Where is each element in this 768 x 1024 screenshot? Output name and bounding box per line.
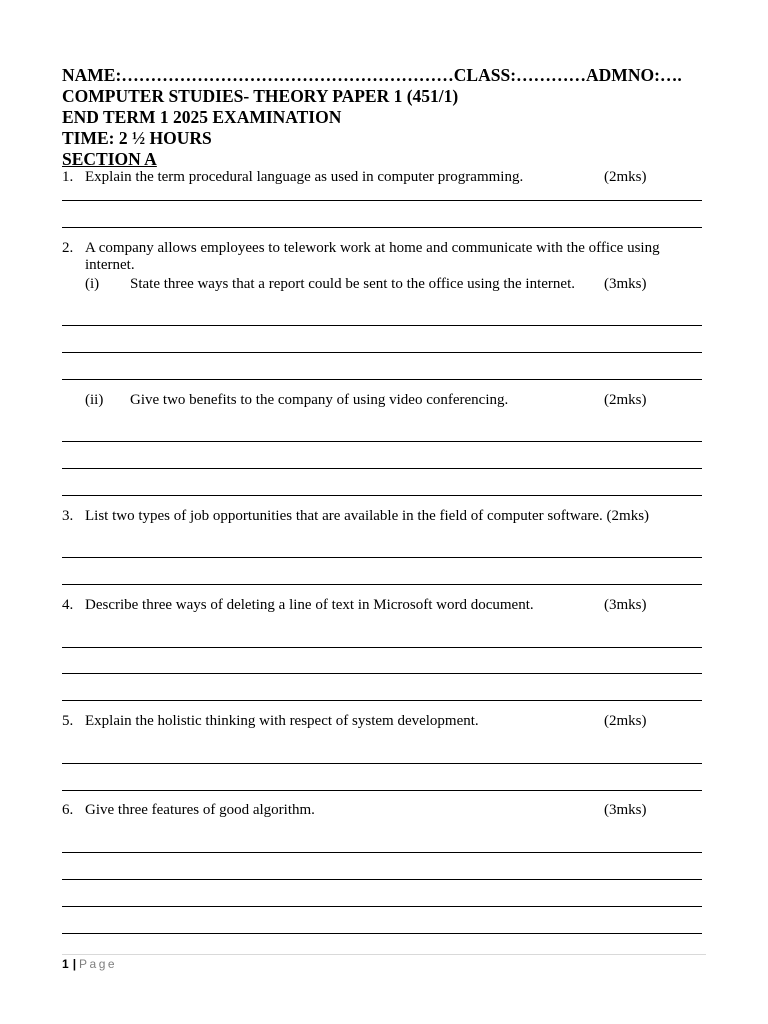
answer-line [62, 700, 702, 701]
answer-line [62, 879, 702, 880]
question-number: 6. [62, 802, 74, 818]
question-marks: (2mks) [606, 508, 650, 524]
question-number: 2. [62, 240, 74, 256]
question-number: 5. [62, 713, 74, 729]
paper-title: COMPUTER STUDIES- THEORY PAPER 1 (451/1) [62, 86, 459, 106]
answer-line [62, 495, 702, 496]
question-text: List two types of job opportunities that are available in the field of computer software. [85, 508, 603, 524]
answer-line [62, 352, 702, 353]
question-number: 1. [62, 169, 74, 185]
section-heading: SECTION A [62, 149, 157, 169]
question-text-wrap [85, 508, 649, 525]
question-marks: (2mks) [604, 713, 647, 729]
sub-question-number: (ii) [85, 392, 104, 408]
sub-question-number: (i) [85, 276, 100, 292]
question-text: Explain the term procedural language as used in computer programming. [85, 169, 524, 185]
answer-line [62, 763, 702, 764]
question-marks: (3mks) [604, 597, 647, 613]
page-separator: | [72, 957, 77, 971]
answer-line [62, 468, 702, 469]
exam-title: END TERM 1 2025 EXAMINATION [62, 107, 342, 127]
answer-line [62, 441, 702, 442]
question-text: Describe three ways of deleting a line of text in Microsoft word document. [85, 597, 534, 613]
name-class-admno-line: NAME:…………………………………………………CLASS:…………ADMNO:…. [62, 65, 682, 85]
answer-line [62, 852, 702, 853]
answer-line [62, 557, 702, 558]
page-number: 1 [62, 957, 69, 971]
answer-line [62, 790, 702, 791]
question-text: Give three features of good algorithm. [85, 802, 315, 818]
question-number: 4. [62, 597, 74, 613]
question-marks: (2mks) [604, 169, 647, 185]
answer-line [62, 200, 702, 201]
answer-line [62, 647, 702, 648]
answer-line [62, 584, 702, 585]
sub-question-text: Give two benefits to the company of using video conferencing. [130, 392, 509, 408]
answer-line [62, 379, 702, 380]
answer-line [62, 325, 702, 326]
question-marks: (3mks) [604, 276, 647, 292]
answer-line [62, 673, 702, 674]
question-text: Explain the holistic thinking with respect of system development. [85, 713, 479, 729]
question-text: A company allows employees to telework work at home and communicate with the office using internet. [85, 240, 660, 273]
page-label: Page [79, 957, 118, 971]
question-marks: (2mks) [604, 392, 647, 408]
page-footer [62, 957, 117, 971]
question-number: 3. [62, 508, 74, 524]
answer-line [62, 227, 702, 228]
sub-question-text: State three ways that a report could be sent to the office using the internet. [130, 276, 575, 292]
footer-divider [62, 954, 706, 955]
exam-time: TIME: 2 ½ HOURS [62, 128, 212, 148]
question-marks: (3mks) [604, 802, 647, 818]
answer-line [62, 906, 702, 907]
answer-line [62, 933, 702, 934]
